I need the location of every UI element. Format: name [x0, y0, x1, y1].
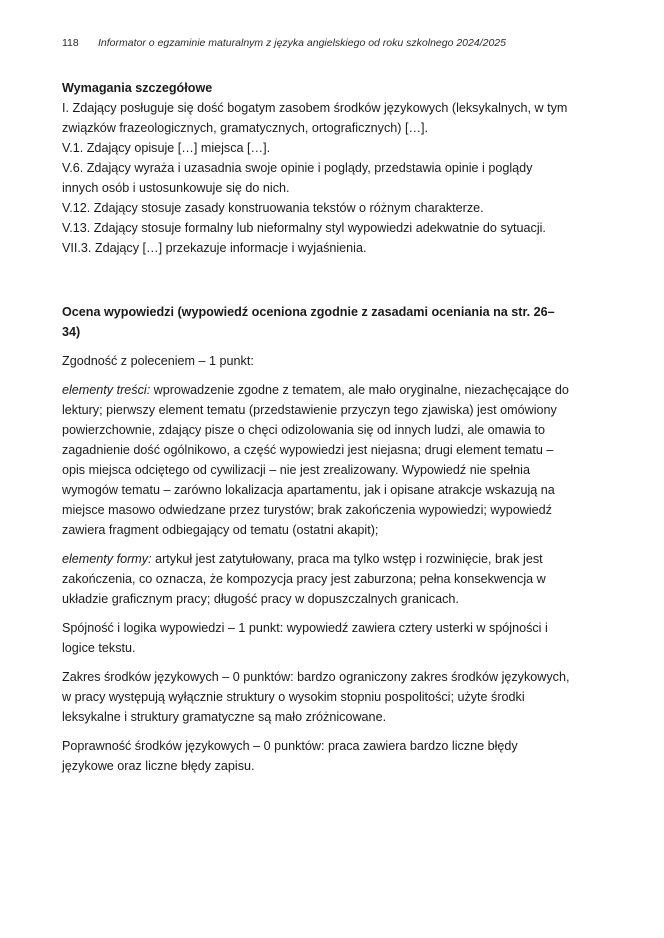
- page-content: [62, 78, 572, 776]
- form-elements-text: artykuł jest zatytułowany, praca ma tylko wstęp i rozwinięcie, brak jest zakończenia, co oznacza, że kompozycja pracy jest zaburzona; pełna konsekwencja w układzie graficznym pracy; długość pracy w dopuszczalnych granicach.: [62, 552, 546, 606]
- section-spacer: [62, 258, 572, 302]
- requirements-heading: Wymagania szczegółowe: [62, 81, 213, 95]
- heading-spacer: [62, 342, 572, 351]
- form-elements-label: elementy formy:: [62, 552, 152, 566]
- cohesion-paragraph: Spójność i logika wypowiedzi – 1 punkt: wypowiedź zawiera cztery usterki w spójności i logice tekstu.: [62, 621, 548, 655]
- content-elements-paragraph: [62, 380, 572, 540]
- correctness-paragraph: Poprawność środków językowych – 0 punktów: praca zawiera bardzo liczne błędy językowe oraz liczne błędy zapisu.: [62, 739, 518, 773]
- requirement-line: V.6. Zdający wyraża i uzasadnia swoje opinie i poglądy, przedstawia opinie i poglądy innych osób i ustosunkowuje się do nich.: [62, 161, 533, 195]
- form-elements-paragraph: [62, 549, 572, 609]
- requirement-line: VII.3. Zdający […] przekazuje informacje i wyjaśnienia.: [62, 241, 367, 255]
- requirement-line: V.1. Zdający opisuje […] miejsca […].: [62, 141, 271, 155]
- compliance-paragraph: Zgodność z poleceniem – 1 punkt:: [62, 354, 254, 368]
- running-header: [62, 36, 582, 50]
- requirement-line: V.13. Zdający stosuje formalny lub nieformalny styl wypowiedzi adekwatnie do sytuacji.: [62, 221, 546, 235]
- content-elements-text: wprowadzenie zgodne z tematem, ale mało oryginalne, niezachęcające do lektury; pierwszy element tematu (przedstawienie przyczyn tego zjawiska) jest omówiony powierzchownie, zdający pisze o chęci odizolowania się od innych ludzi, ale omawia to zagadnienie dość ogólnikowo, a część wypowiedzi jest niejasna; drugi element tematu – opis miejsca odciętego od cywilizacji – nie jest zrealizowany. Wypowiedź nie spełnia wymogów tematu – zarówno lokalizacja apartamentu, jak i opisane atrakcje wskazują na miejsce masowo odwiedzane przez turystów; brak zakończenia wypowiedzi; wypowiedź zawiera fragment odbiegający od tematu (ostatni akapit);: [62, 383, 569, 537]
- range-paragraph: Zakres środków językowych – 0 punktów: bardzo ograniczony zakres środków językowych, w pracy występują wyłącznie struktury o wysokim stopniu pospolitości; użyte środki leksykalne i struktury gramatyczne są mało zróżnicowane.: [62, 670, 570, 724]
- requirement-line: I. Zdający posługuje się dość bogatym zasobem środków językowych (leksykalnych, w tym związków frazeologicznych, gramatycznych, ortograficznych) […].: [62, 101, 568, 135]
- assessment-heading: Ocena wypowiedzi (wypowiedź oceniona zgodnie z zasadami oceniania na str. 26–34): [62, 305, 555, 339]
- running-title: Informator o egzaminie maturalnym z języka angielskiego od roku szkolnego 2024/2025: [98, 37, 506, 49]
- content-elements-label: elementy treści:: [62, 383, 151, 397]
- page-number: 118: [62, 37, 79, 49]
- requirement-line: V.12. Zdający stosuje zasady konstruowania tekstów o różnym charakterze.: [62, 201, 484, 215]
